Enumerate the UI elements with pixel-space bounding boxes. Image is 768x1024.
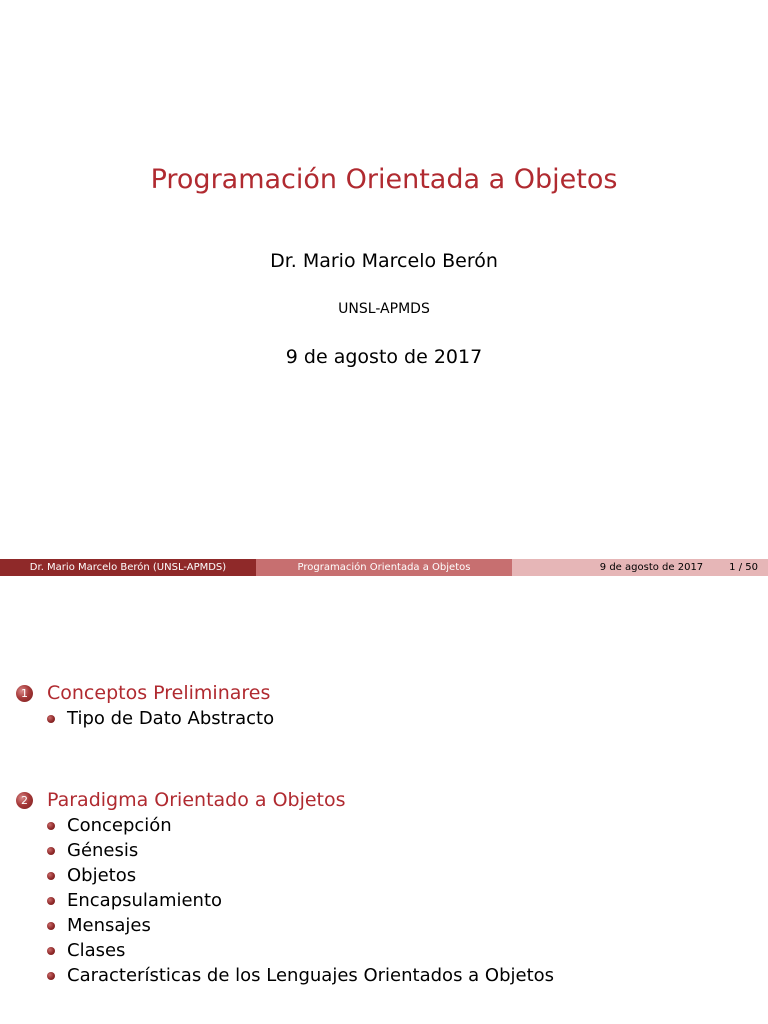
- bullet-icon: [47, 972, 55, 980]
- bullet-icon: [47, 847, 55, 855]
- subsection-item[interactable]: [47, 963, 756, 988]
- outline-section: [16, 680, 756, 731]
- section-title[interactable]: Paradigma Orientado a Objetos: [47, 789, 346, 811]
- bullet-icon: [47, 822, 55, 830]
- bullet-icon: [47, 922, 55, 930]
- subsection-label: Características de los Lenguajes Orientados a Objetos: [67, 965, 555, 986]
- subsection-list: [16, 706, 756, 731]
- subsection-item[interactable]: [47, 888, 756, 913]
- subsection-label: Objetos: [67, 865, 137, 886]
- subsection-label: Mensajes: [67, 915, 151, 936]
- footer-title: Programación Orientada a Objetos: [256, 559, 512, 576]
- subsection-item[interactable]: [47, 813, 756, 838]
- subsection-label: Encapsulamiento: [67, 890, 223, 911]
- section-number-ball: 1: [16, 685, 33, 702]
- subsection-item[interactable]: [47, 913, 756, 938]
- presentation-title: Programación Orientada a Objetos: [150, 164, 618, 195]
- outline-slide: [0, 577, 768, 1024]
- section-heading[interactable]: [16, 787, 756, 813]
- subsection-label: Tipo de Dato Abstracto: [67, 708, 275, 729]
- presentation-date: 9 de agosto de 2017: [285, 346, 483, 368]
- section-number-ball: 2: [16, 792, 33, 809]
- bullet-icon: [47, 715, 55, 723]
- footer-date: 9 de agosto de 2017: [599, 562, 704, 573]
- subsection-label: Clases: [67, 940, 126, 961]
- bullet-icon: [47, 897, 55, 905]
- subsection-list: [16, 813, 756, 988]
- subsection-item[interactable]: [47, 863, 756, 888]
- outline-section: [16, 787, 756, 988]
- subsection-item[interactable]: [47, 838, 756, 863]
- section-heading[interactable]: [16, 680, 756, 706]
- section-title[interactable]: Conceptos Preliminares: [47, 682, 271, 704]
- bullet-icon: [47, 947, 55, 955]
- subsection-item[interactable]: [47, 706, 756, 731]
- subsection-label: Génesis: [67, 840, 139, 861]
- footer-page-number: 1 / 50: [729, 562, 758, 573]
- presentation-author: Dr. Mario Marcelo Berón: [270, 250, 498, 272]
- subsection-item[interactable]: [47, 938, 756, 963]
- presentation-institute: UNSL-APMDS: [338, 301, 430, 317]
- subsection-label: Concepción: [67, 815, 172, 836]
- footer-author-institute: Dr. Mario Marcelo Berón (UNSL-APMDS): [0, 559, 256, 576]
- slide-footer: [0, 559, 768, 576]
- footer-date-page: [512, 559, 768, 576]
- bullet-icon: [47, 872, 55, 880]
